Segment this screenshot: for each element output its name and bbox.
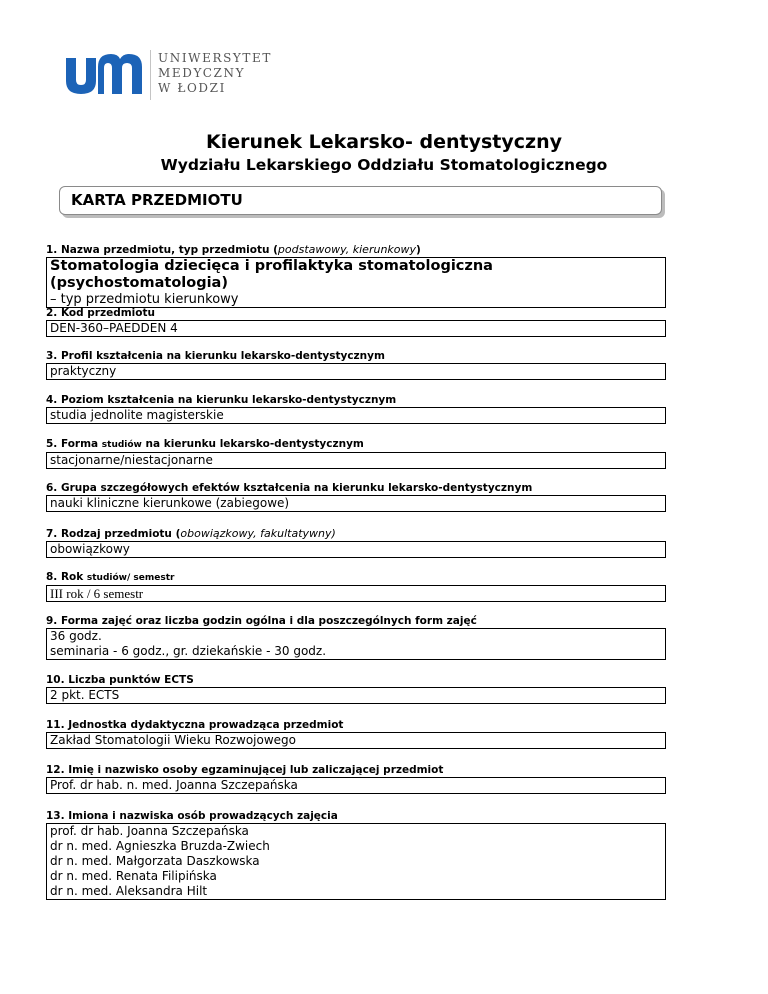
section-label: 11. Jednostka dydaktyczna prowadząca przedmiot bbox=[46, 719, 344, 731]
section-value: nauki kliniczne kierunkowe (zabiegowe) bbox=[46, 495, 666, 512]
section-value: studia jednolite magisterskie bbox=[46, 407, 666, 424]
section-2 bbox=[46, 307, 666, 337]
university-logo bbox=[66, 50, 276, 100]
section-value: Zakład Stomatologii Wieku Rozwojowego bbox=[46, 732, 666, 749]
logo-line-3: W ŁODZI bbox=[158, 81, 226, 95]
section-value-box bbox=[46, 823, 666, 900]
section-label: 8. Rok studiów/ semestr bbox=[46, 571, 175, 583]
section-label: 2. Kod przedmiotu bbox=[46, 307, 155, 319]
logo-text bbox=[158, 51, 272, 96]
section-label: 4. Poziom kształcenia na kierunku lekarsko-dentystycznym bbox=[46, 394, 397, 406]
page-subtitle: Wydziału Lekarskiego Oddziału Stomatologicznego bbox=[160, 156, 608, 174]
section-5 bbox=[46, 438, 666, 469]
section-label: 12. Imię i nazwisko osoby egzaminującej lub zaliczającej przedmiot bbox=[46, 764, 444, 776]
section-11 bbox=[46, 719, 666, 749]
section-value-box bbox=[46, 628, 666, 660]
card-title-box bbox=[59, 186, 662, 215]
hours-breakdown: seminaria - 6 godz., gr. dziekańskie - 30 godz. bbox=[50, 644, 327, 658]
section-value-box bbox=[46, 257, 666, 308]
hours-total: 36 godz. bbox=[50, 629, 102, 643]
logo-divider bbox=[150, 50, 151, 100]
section-value: praktyczny bbox=[46, 363, 666, 380]
section-value: 2 pkt. ECTS bbox=[46, 687, 666, 704]
course-type: – typ przedmiotu kierunkowy bbox=[50, 292, 239, 307]
section-label: 5. Forma studiów na kierunku lekarsko-dentystycznym bbox=[46, 438, 364, 450]
teacher-name: dr n. med. Małgorzata Daszkowska bbox=[50, 854, 260, 868]
section-value: DEN-360–PAEDDEN 4 bbox=[46, 320, 666, 337]
logo-line-1: UNIWERSYTET bbox=[158, 51, 272, 65]
section-value: obowiązkowy bbox=[46, 541, 666, 558]
section-value: stacjonarne/niestacjonarne bbox=[46, 452, 666, 469]
teacher-name: dr n. med. Renata Filipińska bbox=[50, 869, 217, 883]
section-value: Prof. dr hab. n. med. Joanna Szczepańska bbox=[46, 777, 666, 794]
logo-line-2: MEDYCZNY bbox=[158, 66, 246, 80]
section-9 bbox=[46, 615, 666, 660]
teacher-name: dr n. med. Agnieszka Bruzda-Zwiech bbox=[50, 839, 270, 853]
section-label: 9. Forma zajęć oraz liczba godzin ogólna i dla poszczególnych form zajęć bbox=[46, 615, 477, 627]
section-8 bbox=[46, 571, 666, 602]
section-label: 10. Liczba punktów ECTS bbox=[46, 674, 194, 686]
teacher-name: prof. dr hab. Joanna Szczepańska bbox=[50, 824, 249, 838]
teacher-name: dr n. med. Aleksandra Hilt bbox=[50, 884, 208, 898]
section-6 bbox=[46, 482, 666, 512]
section-label: 3. Profil kształcenia na kierunku lekarsko-dentystycznym bbox=[46, 350, 385, 362]
page-title: Kierunek Lekarsko- dentystyczny bbox=[206, 131, 562, 153]
section-3 bbox=[46, 350, 666, 380]
section-10 bbox=[46, 674, 666, 704]
course-name: Stomatologia dziecięca i profilaktyka stomatologiczna (psychostomatologia) bbox=[50, 258, 493, 291]
section-label: 7. Rodzaj przedmiotu (obowiązkowy, fakultatywny) bbox=[46, 527, 336, 540]
section-13 bbox=[46, 810, 666, 900]
section-label: 1. Nazwa przedmiotu, typ przedmiotu (podstawowy, kierunkowy) bbox=[46, 243, 421, 256]
section-value: III rok / 6 semestr bbox=[46, 585, 666, 602]
card-title: KARTA PRZEDMIOTU bbox=[71, 191, 243, 209]
um-logo-mark bbox=[66, 54, 142, 94]
section-1 bbox=[46, 243, 666, 308]
section-7 bbox=[46, 527, 666, 558]
section-label: 6. Grupa szczegółowych efektów kształcenia na kierunku lekarsko-dentystycznym bbox=[46, 482, 533, 494]
section-12 bbox=[46, 764, 666, 794]
section-4 bbox=[46, 394, 666, 424]
section-label: 13. Imiona i nazwiska osób prowadzących zajęcia bbox=[46, 810, 338, 822]
